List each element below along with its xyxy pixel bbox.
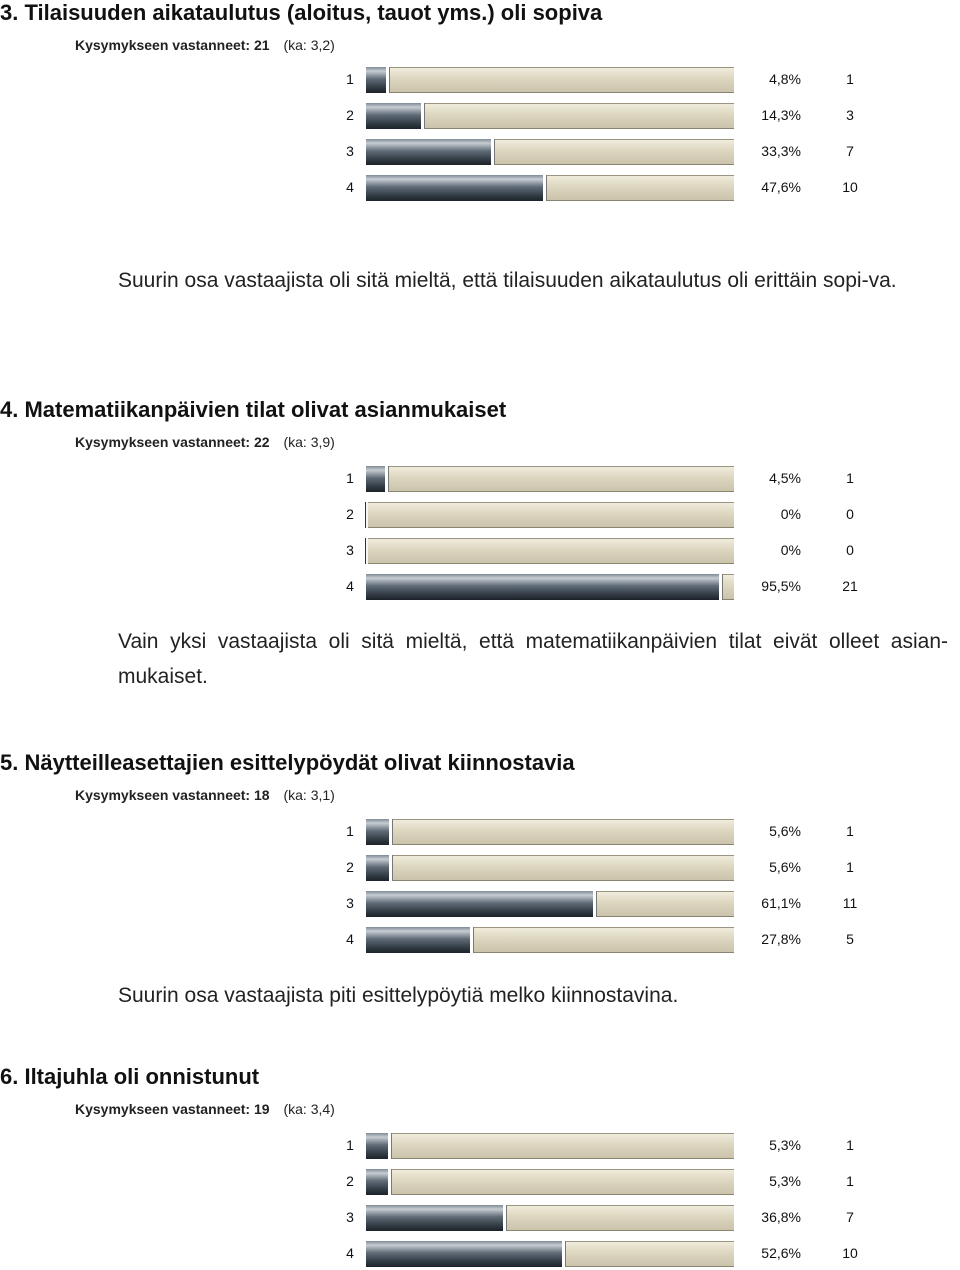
- bar-fill: [366, 103, 424, 129]
- answer-row: [0, 65, 960, 95]
- question-title: 4. Matematiikanpäivien tilat olivat asianmukaiset: [0, 397, 507, 422]
- bar-track: [366, 891, 734, 917]
- bar-fill: [366, 502, 368, 528]
- respondents-line: [75, 1101, 335, 1117]
- answer-option: 1: [346, 71, 354, 87]
- answer-option: 2: [346, 506, 354, 522]
- answer-percent: 36,8%: [761, 1209, 801, 1225]
- answer-row: [0, 464, 960, 494]
- answer-option: 2: [346, 859, 354, 875]
- answer-row: [0, 817, 960, 847]
- bar-fill: [366, 67, 389, 93]
- bar-track: [366, 139, 734, 165]
- bar-fill: [366, 1241, 565, 1267]
- bar-track: [366, 1133, 734, 1159]
- bar-track: [366, 1169, 734, 1195]
- bar-fill: [366, 466, 388, 492]
- answer-row: [0, 137, 960, 167]
- answer-option: 3: [346, 1209, 354, 1225]
- answer-percent: 14,3%: [761, 107, 801, 123]
- answer-row: [0, 1203, 960, 1233]
- bar-track: [366, 67, 734, 93]
- answer-option: 2: [346, 107, 354, 123]
- answer-percent: 47,6%: [761, 179, 801, 195]
- average-score: (ka: 3,9): [283, 434, 335, 450]
- answer-count: 10: [842, 179, 858, 195]
- respondents-label: Kysymykseen vastanneet:: [75, 1101, 251, 1117]
- answer-count: 1: [846, 1173, 854, 1189]
- answer-option: 1: [346, 470, 354, 486]
- answer-percent: 4,5%: [769, 470, 801, 486]
- bar-track: [366, 103, 734, 129]
- answer-row: [0, 500, 960, 530]
- answer-percent: 0%: [780, 542, 801, 558]
- question-title: 6. Iltajuhla oli onnistunut: [0, 1064, 260, 1089]
- average-score: (ka: 3,1): [283, 787, 335, 803]
- bar-track: [366, 819, 734, 845]
- answer-percent: 27,8%: [761, 931, 801, 947]
- bar-fill: [366, 927, 473, 953]
- answer-count: 1: [846, 71, 854, 87]
- bar-track: [366, 538, 734, 564]
- bar-track: [366, 1205, 734, 1231]
- answer-option: 1: [346, 823, 354, 839]
- answer-row: [0, 1239, 960, 1269]
- bar-fill: [366, 175, 546, 201]
- answer-percent: 0%: [780, 506, 801, 522]
- answer-row: [0, 853, 960, 883]
- answer-count: 0: [846, 542, 854, 558]
- bar-track: [366, 574, 734, 600]
- answer-count: 21: [842, 578, 858, 594]
- answer-percent: 33,3%: [761, 143, 801, 159]
- answer-count: 7: [846, 1209, 854, 1225]
- bar-fill: [366, 139, 494, 165]
- answer-percent: 52,6%: [761, 1245, 801, 1261]
- answer-count: 0: [846, 506, 854, 522]
- summary-comment: Vain yksi vastaajista oli sitä mieltä, että matematiikanpäivien tilat eivät olleet asian-mukaiset.: [118, 630, 948, 688]
- average-score: (ka: 3,4): [283, 1101, 335, 1117]
- answer-count: 1: [846, 823, 854, 839]
- bar-track: [366, 927, 734, 953]
- answer-percent: 5,6%: [769, 823, 801, 839]
- answer-count: 5: [846, 931, 854, 947]
- bar-fill: [366, 1169, 391, 1195]
- answer-count: 1: [846, 859, 854, 875]
- bar-track: [366, 466, 734, 492]
- bar-fill: [366, 574, 722, 600]
- answer-count: 10: [842, 1245, 858, 1261]
- answer-percent: 5,3%: [769, 1173, 801, 1189]
- bar-fill: [366, 891, 596, 917]
- bar-fill: [366, 1133, 391, 1159]
- answer-count: 7: [846, 143, 854, 159]
- respondents-label: Kysymykseen vastanneet:: [75, 434, 251, 450]
- respondents-count: 21: [254, 37, 270, 53]
- bar-track: [366, 855, 734, 881]
- answer-option: 4: [346, 1245, 354, 1261]
- answer-row: [0, 173, 960, 203]
- answer-percent: 61,1%: [761, 895, 801, 911]
- answer-option: 4: [346, 931, 354, 947]
- bar-track: [366, 502, 734, 528]
- answer-row: [0, 1131, 960, 1161]
- answer-option: 1: [346, 1137, 354, 1153]
- answer-option: 3: [346, 143, 354, 159]
- respondents-count: 22: [254, 434, 270, 450]
- bar-fill: [366, 855, 392, 881]
- answer-option: 3: [346, 542, 354, 558]
- respondents-label: Kysymykseen vastanneet:: [75, 787, 251, 803]
- question-title: 3. Tilaisuuden aikataulutus (aloitus, tauot yms.) oli sopiva: [0, 0, 603, 25]
- answer-percent: 5,3%: [769, 1137, 801, 1153]
- answer-option: 4: [346, 179, 354, 195]
- answer-count: 3: [846, 107, 854, 123]
- answer-percent: 5,6%: [769, 859, 801, 875]
- answer-count: 1: [846, 470, 854, 486]
- answer-row: [0, 889, 960, 919]
- bar-track: [366, 1241, 734, 1267]
- respondents-label: Kysymykseen vastanneet:: [75, 37, 251, 53]
- answer-row: [0, 1167, 960, 1197]
- summary-comment: Suurin osa vastaajista oli sitä mieltä, että tilaisuuden aikataulutus oli erittäin sopi-va.: [118, 269, 897, 292]
- respondents-line: [75, 37, 335, 53]
- respondents-count: 18: [254, 787, 270, 803]
- answer-count: 1: [846, 1137, 854, 1153]
- answer-option: 4: [346, 578, 354, 594]
- bar-fill: [366, 819, 392, 845]
- answer-row: [0, 925, 960, 955]
- average-score: (ka: 3,2): [283, 37, 335, 53]
- summary-comment: Suurin osa vastaajista piti esittelypöytiä melko kiinnostavina.: [118, 984, 679, 1007]
- bar-fill: [366, 538, 368, 564]
- respondents-count: 19: [254, 1101, 270, 1117]
- answer-row: [0, 572, 960, 602]
- answer-row: [0, 101, 960, 131]
- answer-option: 3: [346, 895, 354, 911]
- answer-row: [0, 536, 960, 566]
- question-title: 5. Näytteilleasettajien esittelypöydät olivat kiinnostavia: [0, 750, 575, 775]
- answer-option: 2: [346, 1173, 354, 1189]
- respondents-line: [75, 787, 335, 803]
- answer-percent: 4,8%: [769, 71, 801, 87]
- respondents-line: [75, 434, 335, 450]
- bar-track: [366, 175, 734, 201]
- answer-percent: 95,5%: [761, 578, 801, 594]
- bar-fill: [366, 1205, 506, 1231]
- answer-count: 11: [842, 895, 858, 911]
